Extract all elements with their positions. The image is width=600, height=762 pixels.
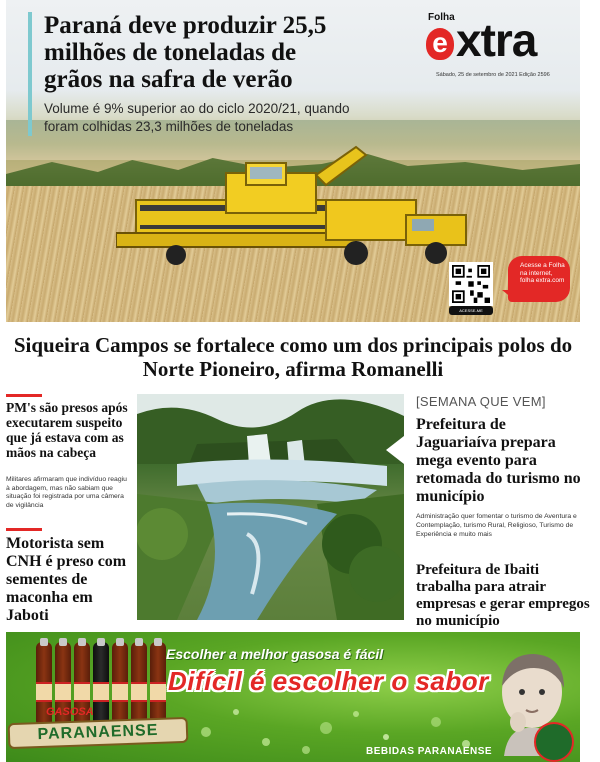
left-story-1-text: Militares afirmaram que indivíduo reagiu à abordagem, mas não sabiam que situação foi registrada por uma câmera de vigilância <box>6 476 127 509</box>
hero-title-box <box>28 12 358 136</box>
qr-code[interactable] <box>449 262 493 306</box>
logo-e-mark: e <box>426 28 454 60</box>
logo-folha-text: Folha <box>428 12 455 23</box>
left-story-1-title[interactable]: PM's são presos após executarem suspeito que já estava com as mãos na cabeça <box>6 400 128 460</box>
right-story-1-text: Administração quer fomentar o turismo de Aventura e Contemplação, turismo Rural, Religioso, Turismo de Experiência e muito mais <box>416 513 577 538</box>
bottle-icon <box>150 642 166 724</box>
right-story-2-title[interactable]: Prefeitura de Ibaiti trabalha para atrair empresas e gerar empregos no município <box>416 562 590 629</box>
hero-title[interactable]: Paraná deve produzir 25,5 milhões de toneladas de grãos na safra de verão <box>44 12 327 93</box>
waterfall-scene <box>137 394 404 620</box>
qr-code-icon <box>452 265 490 303</box>
section-label: [SEMANA QUE VEM] <box>416 394 546 409</box>
gasosa-text: GASOSA <box>46 706 94 718</box>
qr-label: ACESSE-ME <box>449 306 493 315</box>
hero-banner <box>6 0 580 322</box>
ad-tagline-2: Difícil é escolher o sabor <box>168 666 489 696</box>
logo-xtra-text: xtra <box>456 14 537 66</box>
red-accent-bar <box>6 528 42 531</box>
folha-extra-logo[interactable] <box>426 12 576 78</box>
photo-pointer <box>386 436 404 464</box>
website-bubble[interactable]: Acesse a Folha na internet, folha extra.com <box>508 256 570 302</box>
combine-harvester-icon <box>116 145 476 275</box>
bottle-icon <box>112 642 128 724</box>
ad-company-name: BEBIDAS PARANAENSE <box>366 746 493 757</box>
hero-subtitle: Volume é 9% superior ao do ciclo 2020/21, quando foram colhidas 23,3 milhões de toneladas <box>44 101 350 134</box>
brand-ribbon-text: PARANAENSE <box>37 721 159 744</box>
main-headline[interactable]: Siqueira Campos se fortalece como um dos principais polos do Norte Pioneiro, afirma Romanelli <box>13 333 573 381</box>
right-story-1-title[interactable]: Prefeitura de Jaguariaíva prepara mega evento para retomada do turismo no município <box>416 416 581 505</box>
edition-date: Sábado, 25 de setembro de 2021 Edição 2596 <box>436 72 550 78</box>
bottle-icon <box>93 642 109 724</box>
red-accent-bar <box>6 394 42 397</box>
waterfall-photo[interactable] <box>137 394 404 620</box>
brand-seal <box>534 722 574 762</box>
gasosa-ad-banner[interactable] <box>6 632 580 762</box>
ad-tagline-1: Escolher a melhor gasosa é fácil <box>166 646 384 662</box>
left-story-2-title[interactable]: Motorista sem CNH é preso com sementes de maconha em Jaboti <box>6 535 127 624</box>
bottle-icon <box>131 642 147 724</box>
